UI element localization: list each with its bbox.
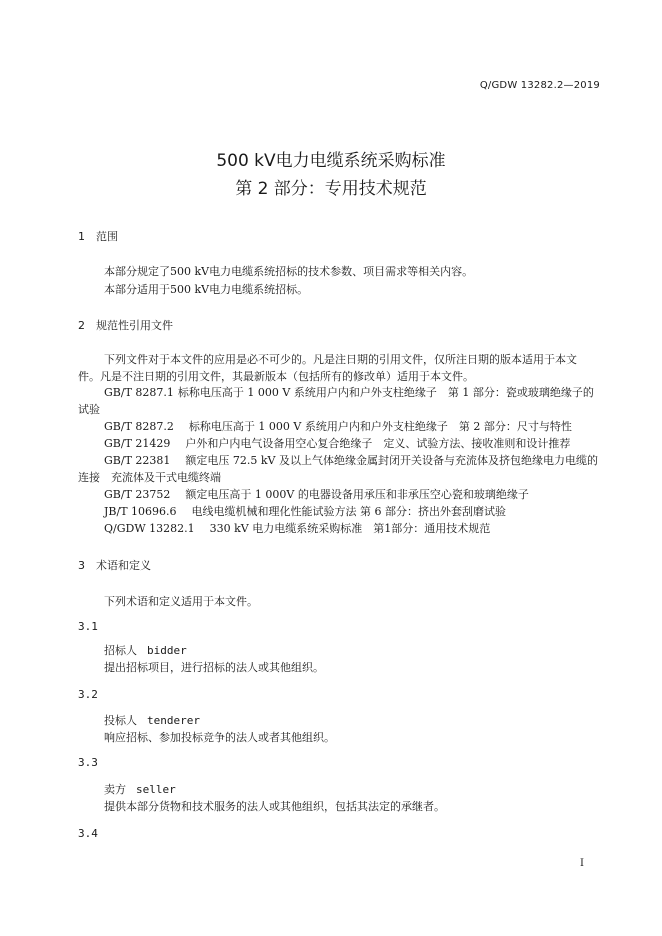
document-title: 500 kV电力电缆系统采购标准 (216, 151, 446, 171)
term-chinese: 卖方 (104, 783, 126, 796)
reference-title: 标称电压高于 1 000 V 系统用户内和户外支柱绝缘子 第 2 部分：尺寸与特性 (177, 420, 572, 433)
reference-continuation: 试验 (78, 403, 100, 416)
term-chinese: 招标人 (104, 644, 137, 657)
paragraph: 本部分适用于500 kV电力电缆系统招标。 (104, 283, 309, 296)
reference-title: 电线电缆机械和理化性能试验方法 第 6 部分：挤出外套刮磨试验 (180, 505, 507, 518)
reference-item (104, 503, 506, 519)
reference-title: 标称电压高于 1 000 V 系统用户内和户外支柱绝缘子 第 1 部分：瓷或玻璃绝缘子的 (177, 386, 594, 399)
section-number: 3 (78, 559, 85, 572)
term-entry (104, 642, 187, 658)
term-entry (104, 712, 200, 728)
reference-title: 额定电压 72.5 kV 及以上气体绝缘金属封闭开关设备与充流体及挤包绝缘电力电缆的 (174, 454, 598, 467)
reference-title: 户外和户内电气设备用空心复合绝缘子 定义、试验方法、接收准则和设计推荐 (174, 437, 571, 450)
term-english: bidder (147, 644, 187, 657)
reference-item (104, 520, 490, 536)
section-heading-scope (78, 228, 118, 244)
paragraph: 下列术语和定义适用于本文件。 (104, 595, 258, 608)
reference-item (104, 452, 598, 468)
document-code: Q/GDW 13282.2—2019 (479, 80, 600, 91)
reference-continuation: 连接 充流体及干式电缆终端 (78, 471, 221, 484)
reference-item (104, 435, 570, 451)
section-number: 1 (78, 230, 85, 243)
term-definition: 提供本部分货物和技术服务的法人或其他组织，包括其法定的承继者。 (104, 800, 445, 813)
reference-item (104, 384, 594, 400)
document-subtitle: 第 2 部分：专用技术规范 (235, 179, 427, 199)
section-number: 2 (78, 319, 85, 332)
reference-item (104, 486, 529, 502)
reference-item (104, 418, 572, 434)
paragraph: 下列文件对于本文件的应用是必不可少的。凡是注日期的引用文件，仅所注日期的版本适用于本文 (104, 353, 577, 366)
reference-code: GB/T 23752 (104, 488, 171, 501)
section-title: 术语和定义 (96, 559, 151, 572)
page-number: I (580, 858, 584, 869)
section-heading-normative-references (78, 317, 173, 333)
term-definition: 响应招标、参加投标竞争的法人或者其他组织。 (104, 731, 335, 744)
reference-title: 额定电压高于 1 000V 的电器设备用承压和非承压空心瓷和玻璃绝缘子 (174, 488, 529, 501)
paragraph: 本部分规定了500 kV电力电缆系统招标的技术参数、项目需求等相关内容。 (104, 265, 474, 278)
term-english: seller (136, 783, 176, 796)
reference-code: GB/T 8287.2 (104, 420, 174, 433)
section-title: 规范性引用文件 (96, 319, 173, 332)
reference-title: 330 kV 电力电缆系统采购标准 第1部分：通用技术规范 (198, 522, 491, 535)
clause-number: 3.2 (78, 688, 98, 701)
term-entry (104, 781, 176, 797)
reference-code: GB/T 22381 (104, 454, 171, 467)
paragraph-continuation: 件。凡是不注日期的引用文件，其最新版本（包括所有的修改单）适用于本文件。 (78, 370, 474, 383)
reference-code: GB/T 8287.1 (104, 386, 174, 399)
section-title: 范围 (96, 230, 118, 243)
section-heading-terms-definitions (78, 557, 151, 573)
reference-code: Q/GDW 13282.1 (104, 522, 195, 535)
clause-number: 3.3 (78, 756, 98, 769)
clause-number: 3.4 (78, 827, 98, 840)
term-definition: 提出招标项目，进行招标的法人或其他组织。 (104, 661, 324, 674)
clause-number: 3.1 (78, 620, 98, 633)
term-chinese: 投标人 (104, 714, 137, 727)
term-english: tenderer (147, 714, 200, 727)
reference-code: JB/T 10696.6 (104, 505, 177, 518)
reference-code: GB/T 21429 (104, 437, 171, 450)
